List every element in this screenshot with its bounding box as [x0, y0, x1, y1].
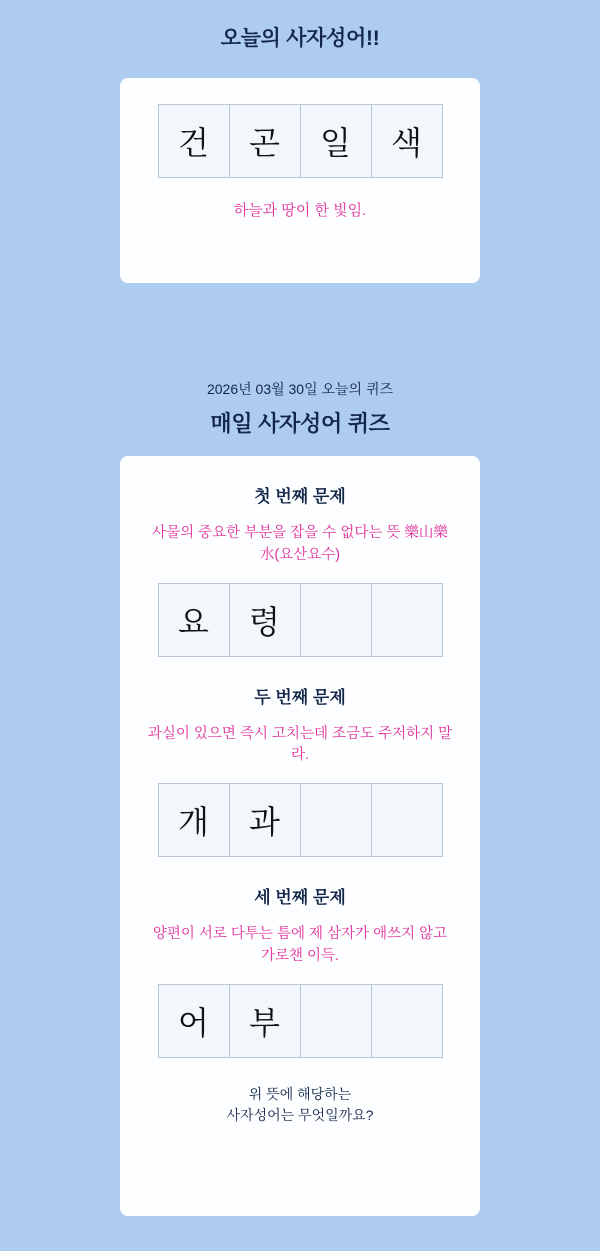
answer-cell: 부	[230, 985, 301, 1057]
answer-cell: 요	[159, 584, 230, 656]
quiz-footer-line-1: 위 뜻에 해당하는	[248, 1085, 352, 1102]
daily-idiom-card	[120, 78, 480, 283]
answer-cell	[372, 985, 442, 1057]
quiz-footer-note	[120, 1084, 480, 1127]
question-heading-2: 두 번째 문제	[254, 687, 346, 707]
answer-grid-3	[158, 984, 443, 1058]
idiom-meaning: 하늘과 땅이 한 빛임.	[233, 202, 367, 219]
question-clue-3: 양편이 서로 다투는 틈에 제 삼자가 애쓰지 않고 가로챈 이득.	[152, 926, 448, 964]
idiom-char-cell: 곤	[230, 105, 301, 177]
idiom-char-cell: 일	[301, 105, 372, 177]
quiz-title: 매일 사자성어 퀴즈	[210, 411, 390, 436]
idiom-char-cell: 건	[159, 105, 230, 177]
quiz-date-label: 2026년 03월 30일 오늘의 퀴즈	[206, 381, 394, 397]
answer-grid-2	[158, 783, 443, 857]
question-heading-1: 첫 번째 문제	[254, 487, 346, 506]
answer-cell	[301, 784, 372, 856]
answer-cell	[301, 985, 372, 1057]
answer-cell	[372, 584, 442, 656]
page-title: 오늘의 사자성어!!	[220, 27, 380, 50]
question-clue-2: 과실이 있으면 즉시 고치는데 조금도 주저하지 말라.	[147, 725, 453, 764]
idiom-char-cell: 색	[391, 125, 422, 161]
question-clue-1: 사물의 중요한 부분을 잡을 수 없다는 뜻 樂山樂水(요산요수)	[152, 525, 448, 563]
answer-cell: 어	[159, 985, 230, 1057]
quiz-footer-line-2: 사자성어는 무엇일까요?	[226, 1107, 374, 1124]
answer-cell	[372, 784, 442, 856]
answer-cell: 개	[159, 784, 230, 856]
question-heading-3: 세 번째 문제	[254, 888, 346, 907]
idiom-char-grid	[158, 104, 443, 178]
answer-cell: 령	[230, 584, 301, 656]
answer-cell: 과	[230, 784, 301, 856]
quiz-card	[120, 456, 480, 1216]
answer-cell	[301, 584, 372, 656]
answer-grid-1	[158, 583, 443, 657]
